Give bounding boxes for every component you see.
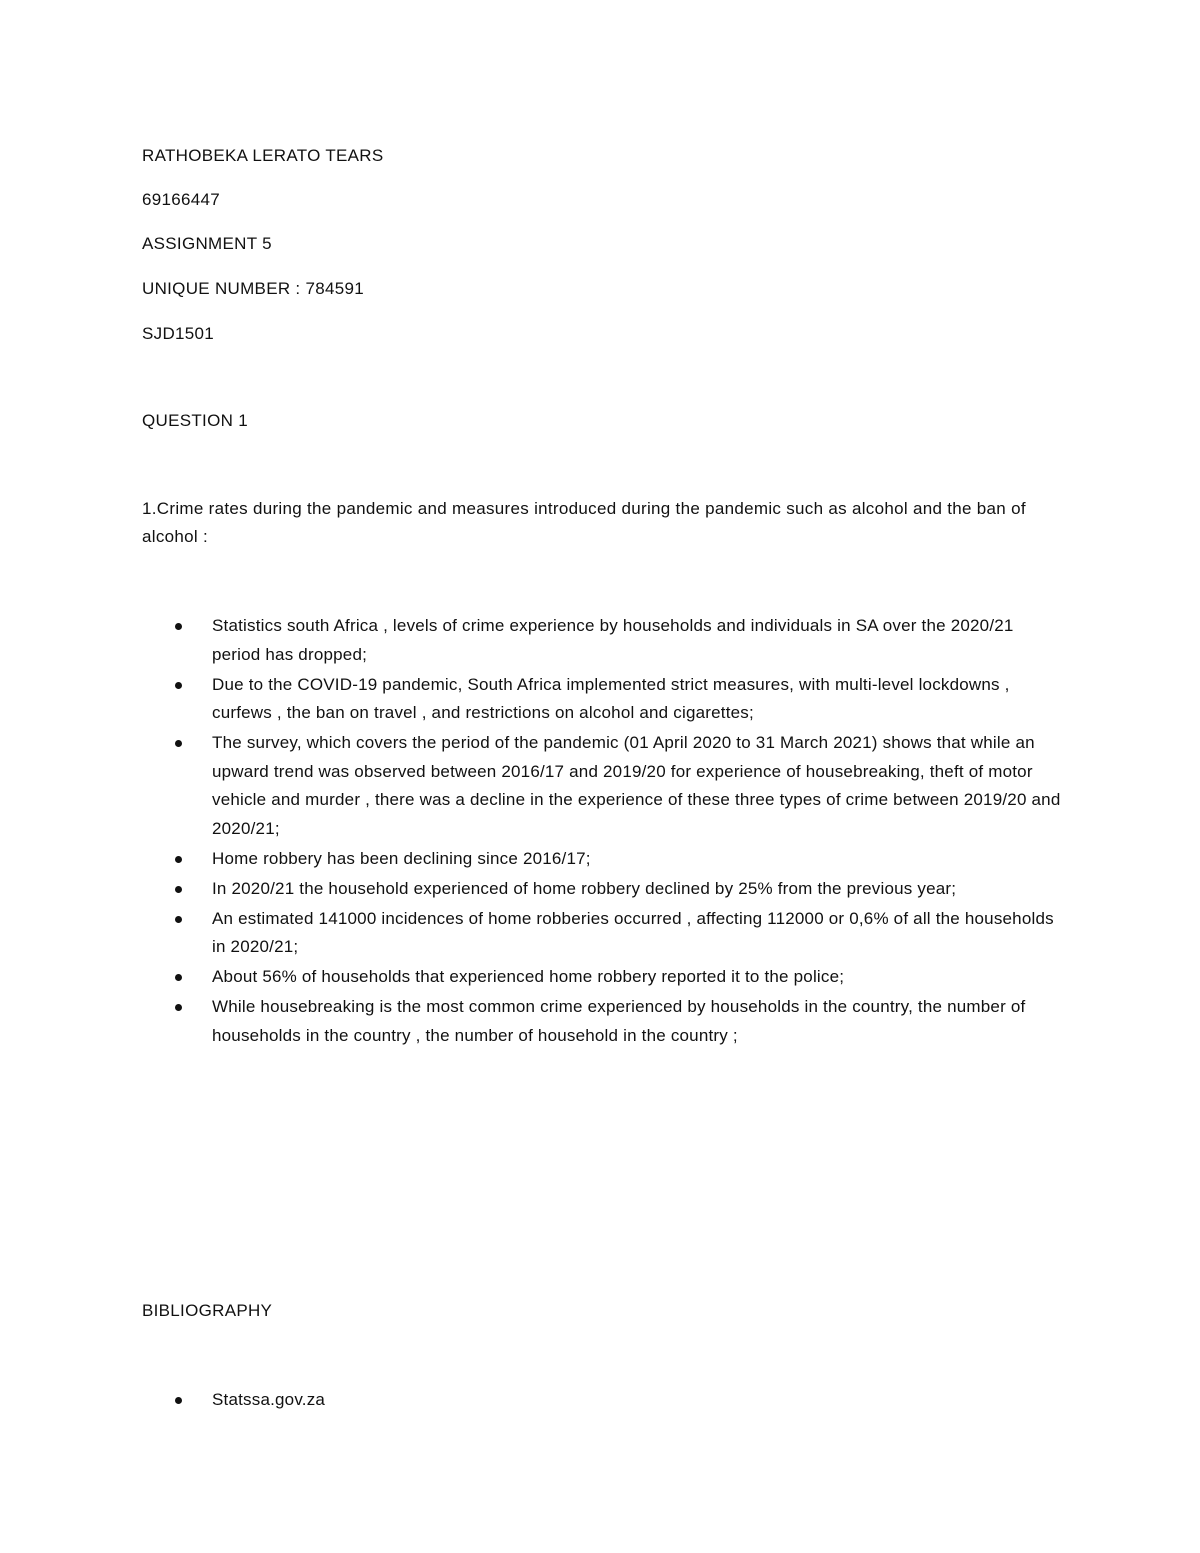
- list-item: [0, 612, 1062, 669]
- bullet-icon: [175, 740, 182, 747]
- list-item: [0, 729, 1062, 843]
- bibliography-heading: BIBLIOGRAPHY: [142, 1301, 273, 1320]
- assignment-title: ASSIGNMENT 5: [142, 234, 272, 253]
- bullet-icon: [175, 856, 182, 863]
- bullet-icon: [175, 1397, 182, 1404]
- bibliography-item: [0, 1386, 1200, 1414]
- bullet-icon: [175, 916, 182, 923]
- list-item: [0, 875, 1062, 904]
- list-item: [0, 993, 1062, 1050]
- list-item-text: Statistics south Africa , levels of crime experience by households and individuals in SA over the 2020/21 period has dropped;: [212, 616, 1014, 664]
- list-item-text: In 2020/21 the household experienced of home robbery declined by 25% from the previous year;: [212, 878, 957, 898]
- list-item-text: Home robbery has been declining since 2016/17;: [212, 848, 591, 868]
- list-item: [0, 905, 1062, 962]
- list-item: [0, 845, 1062, 874]
- list-item-text: The survey, which covers the period of the pandemic (01 April 2020 to 31 March 2021) shows that while an upward trend was observed between 2016/17 and 2019/20 for experience of housebreaking, theft of motor vehicle and murder , there was a decline in the experience of these three types of crime between 2019/20 and 2020/21;: [212, 733, 1061, 838]
- list-item-text: About 56% of households that experienced home robbery reported it to the police;: [212, 967, 845, 986]
- student-name: RATHOBEKA LERATO TEARS: [142, 146, 384, 165]
- list-item-text: While housebreaking is the most common crime experienced by households in the country, the number of households in the country , the number of household in the country ;: [212, 997, 1026, 1045]
- bullet-icon: [175, 886, 182, 893]
- question-intro: 1.Crime rates during the pandemic and measures introduced during the pandemic such as alcohol and the ban of alcohol :: [142, 499, 1026, 546]
- bullet-icon: [175, 682, 182, 689]
- bullet-icon: [175, 974, 182, 981]
- bibliography-list: [0, 1386, 1200, 1414]
- list-item-text: Due to the COVID-19 pandemic, South Africa implemented strict measures, with multi-level lockdowns , curfews , the ban on travel , and restrictions on alcohol and cigarettes;: [212, 674, 1010, 722]
- question-heading: QUESTION 1: [142, 411, 248, 430]
- list-item-text: An estimated 141000 incidences of home robberies occurred , affecting 112000 or 0,6% of all the households in 2020/21;: [212, 908, 1054, 956]
- unique-number: UNIQUE NUMBER : 784591: [142, 279, 365, 298]
- list-item: [0, 963, 1062, 992]
- student-number: 69166447: [142, 190, 221, 209]
- bullet-icon: [175, 1004, 182, 1011]
- bibliography-item-text: Statssa.gov.za: [212, 1390, 326, 1409]
- answer-bullet-list: [0, 612, 1200, 1052]
- list-item: [0, 671, 1062, 728]
- module-code: SJD1501: [142, 324, 215, 343]
- bullet-icon: [175, 623, 182, 630]
